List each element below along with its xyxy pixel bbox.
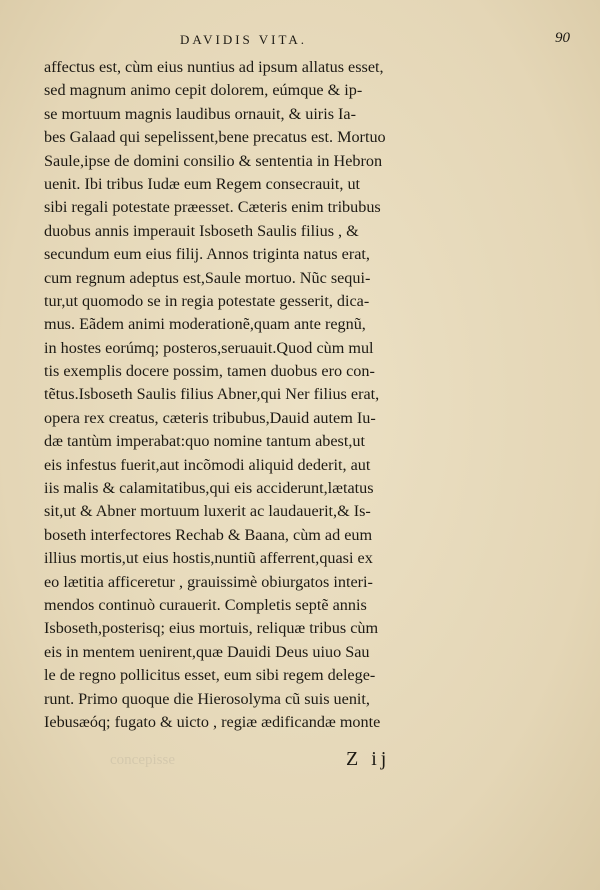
page-header: [40, 30, 570, 52]
text-line: cum regnum adeptus est,Saule mortuo. Nũc sequi-: [44, 268, 371, 287]
text-line: iis malis & calamitatibus,qui eis acciderunt,lætatus: [44, 479, 374, 498]
text-line: in hostes eorúmq; posteros,seruauit.Quod cùm mul: [44, 338, 374, 357]
text-line: mendos continuò curauerit. Completis septẽ annis: [44, 595, 367, 614]
bleed-through-text: concepisse: [110, 752, 175, 768]
text-line: illius mortis,ut eius hostis,nuntiũ afferrent,quasi ex: [44, 549, 373, 568]
text-line: Iebusæóq; fugato & uicto , regiæ ædificandæ monte: [44, 712, 381, 731]
running-head: DAVIDIS VITA.: [180, 32, 308, 47]
text-line: eo lætitia afficeretur , grauissimè obiurgatos interi-: [44, 572, 373, 591]
text-line: secundum eum eius filij. Annos triginta natus erat,: [44, 245, 370, 264]
body-text: [44, 56, 464, 734]
text-line: tis exemplis docere possim, tamen duobus ero con-: [44, 362, 375, 381]
text-line: dæ tantùm imperabat:quo nomine tantum abest,ut: [44, 432, 365, 451]
page-number: 90: [555, 30, 570, 46]
text-line: eis in mentem uenirent,quæ Dauidi Deus uiuo Sau: [44, 642, 370, 661]
text-line: bes Galaad qui sepelissent,bene precatus est. Mortuo: [44, 128, 386, 147]
text-line: sibi regali potestate præesset. Cæteris enim tribubus: [44, 198, 381, 217]
text-line: Isboseth,posterisq; eius mortuis, reliquæ tribus cùm: [44, 619, 379, 638]
text-line: runt. Primo quoque die Hierosolyma cũ suis uenit,: [44, 689, 370, 708]
signature-mark: Z ij: [346, 748, 391, 770]
text-line: Saule,ipse de domini consilio & sententia in Hebron: [44, 151, 383, 170]
text-line: tur,ut quomodo se in regia potestate gesserit, dica-: [44, 291, 370, 310]
text-line: sed magnum animo cepit dolorem, eúmque & ip-: [44, 81, 363, 100]
text-line: opera rex creatus, cæteris tribubus,Dauid autem Iu-: [44, 408, 376, 427]
text-line: le de regno pollicitus esset, eum sibi regem delege-: [44, 666, 376, 685]
text-line: duobus annis imperauit Isboseth Saulis filius , &: [44, 221, 359, 240]
text-line: affectus est, cùm eius nuntius ad ipsum allatus esset,: [44, 58, 384, 76]
text-line: boseth interfectores Rechab & Baana, cùm ad eum: [44, 525, 373, 544]
text-line: eis infestus fuerit,aut incõmodi aliquid dederit, aut: [44, 455, 371, 474]
text-line: mus. Eãdem animi moderationẽ,quam ante regnũ,: [44, 315, 366, 334]
text-line: tẽtus.Isboseth Saulis filius Abner,qui Ner filius erat,: [44, 385, 380, 404]
text-line: sit,ut & Abner mortuum luxerit ac laudauerit,& Is-: [44, 502, 371, 521]
text-line: se mortuum magnis laudibus ornauit, & uiris Ia-: [44, 104, 357, 123]
text-line: uenit. Ibi tribus Iudæ eum Regem consecrauit, ut: [44, 174, 361, 193]
